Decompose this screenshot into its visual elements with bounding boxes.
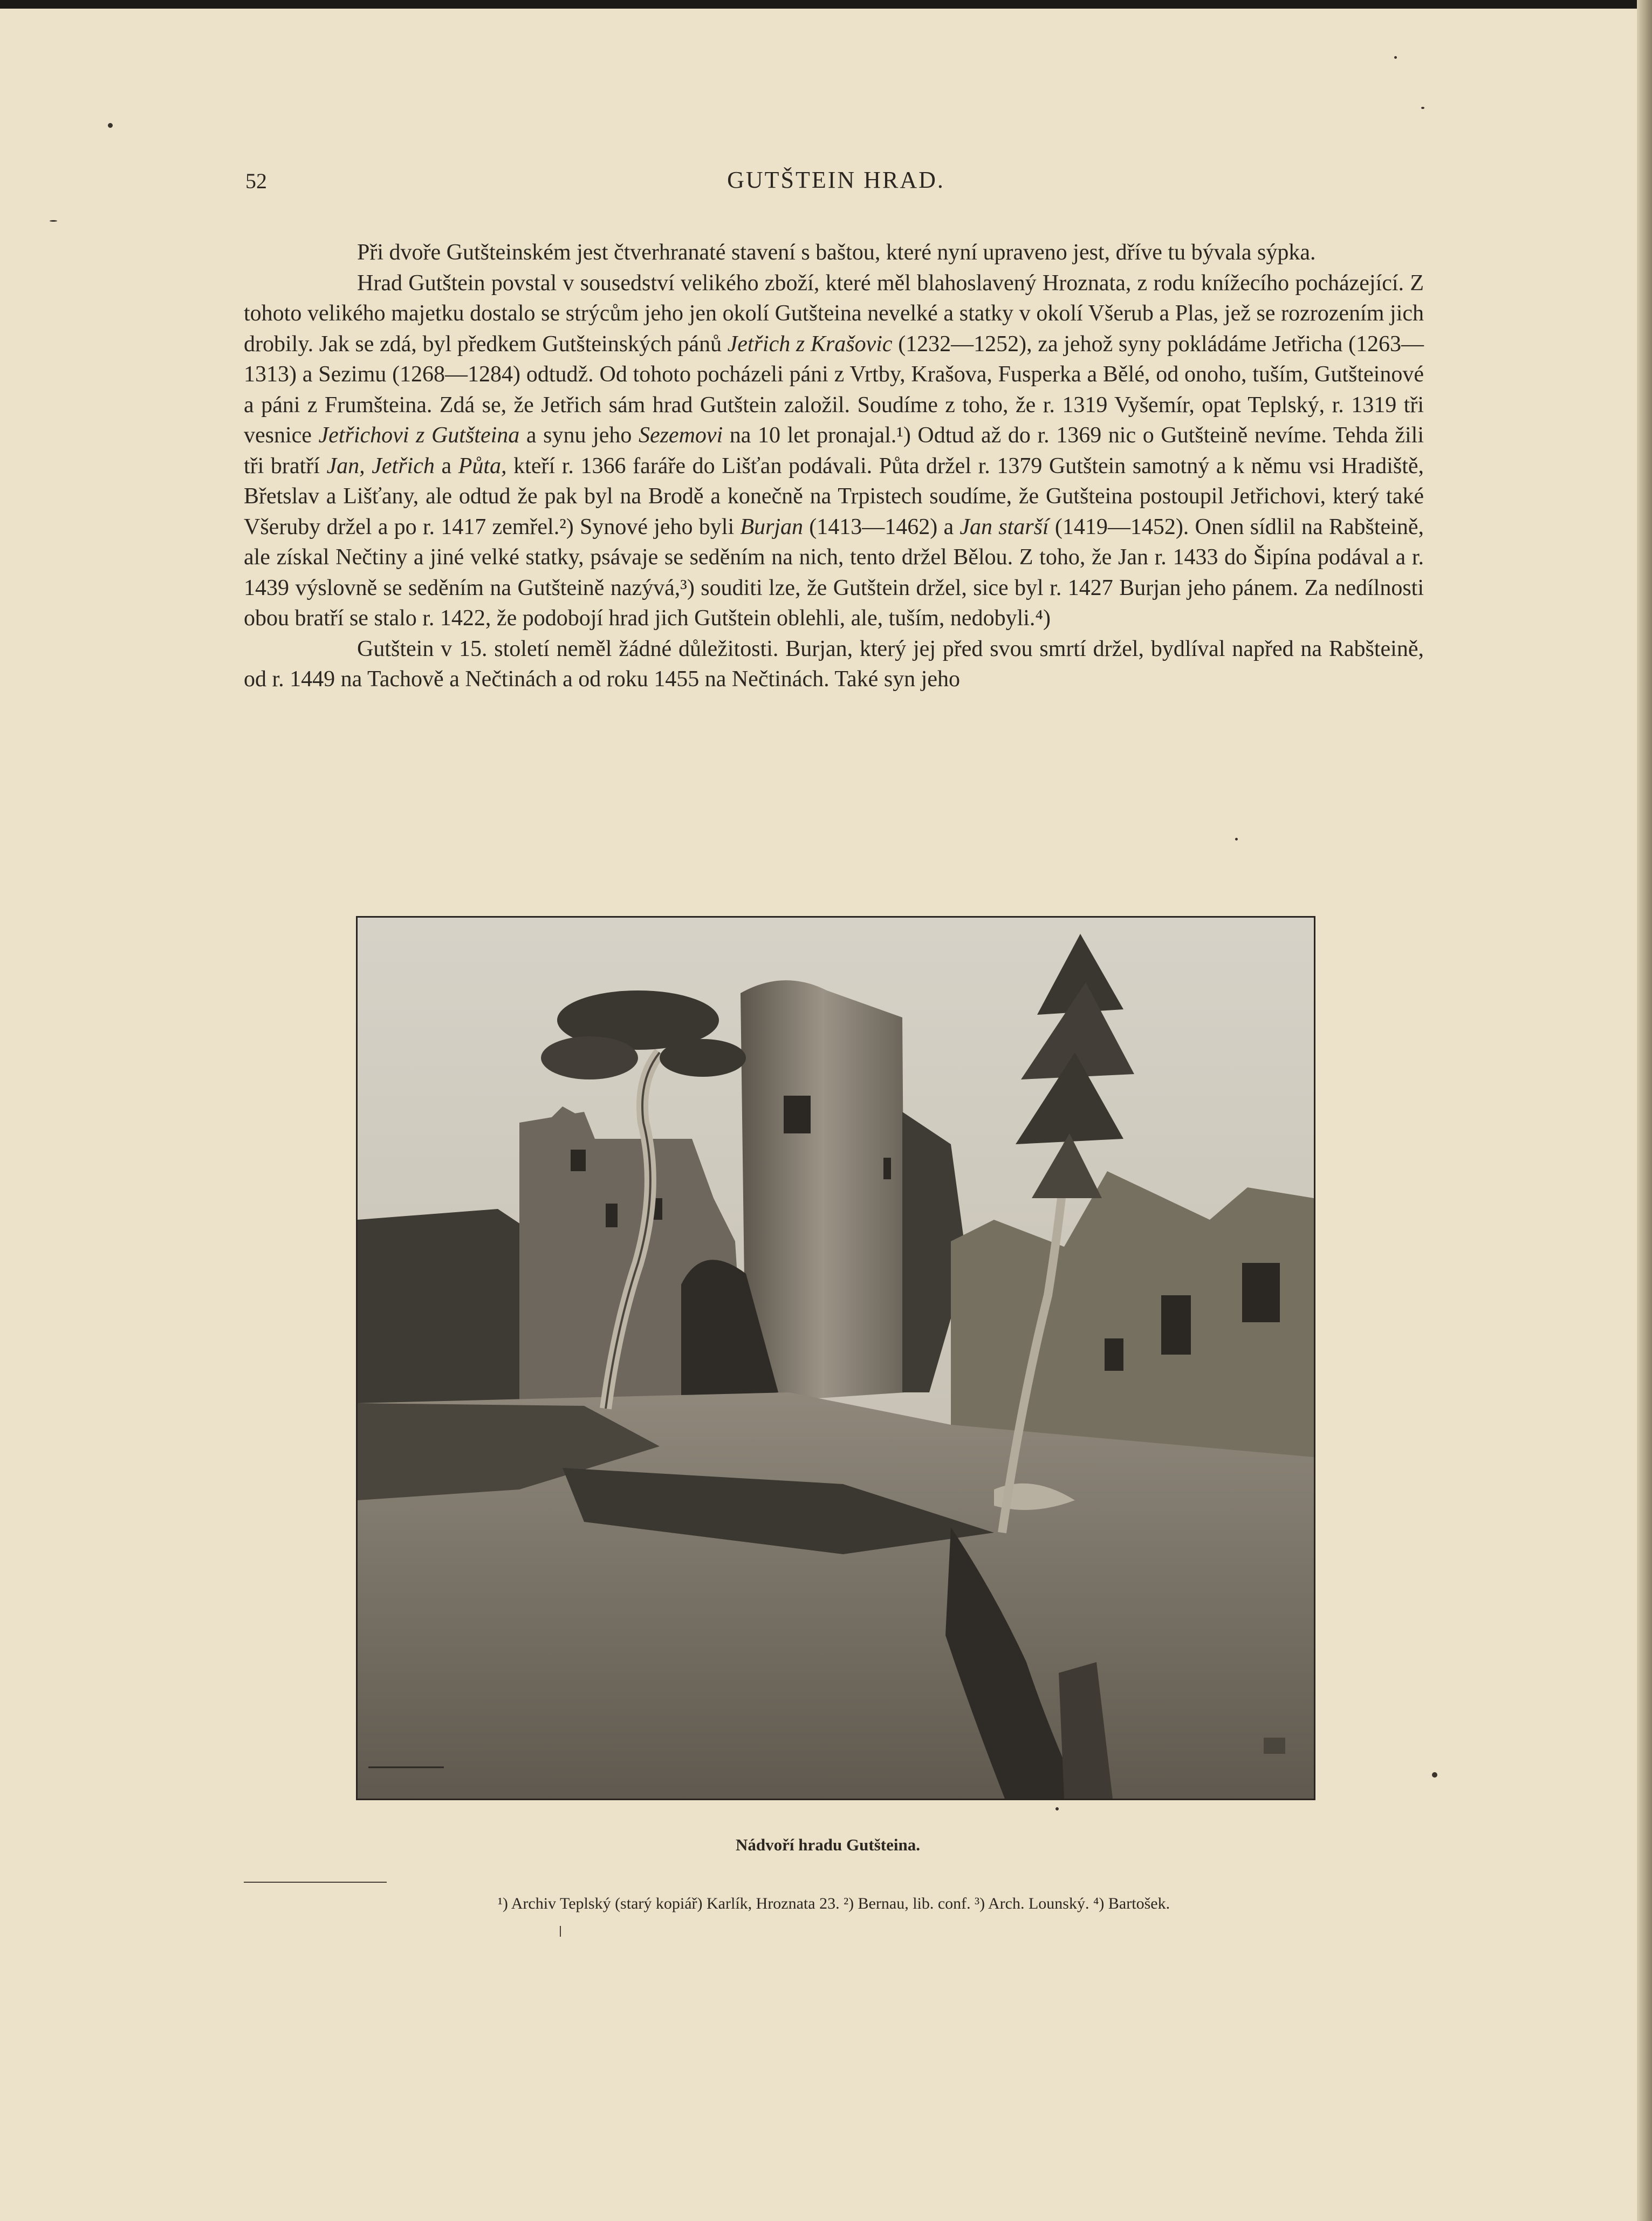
italic-name: Jan, Jetřich [326,453,435,479]
dust-speck [1055,1807,1059,1810]
running-title: GUTŠTEIN HRAD. [727,167,945,193]
dust-speck [108,123,113,128]
dust-speck [1421,107,1424,109]
italic-name: Jetřich z Krašovic [727,331,893,357]
text-run: kteří r. 1366 faráře do Lišťan podávali. Půta držel r. 1379 Gutštein samotný a k němu vsi Hradiště, Břetslav a Lišťany, ale odtud že pak byl na Brodě a konečně na Trpistech soudíme, že Gutšteina postoupil Jetřichovi, který také Všeruby držel a po r. 1417 zemřel.²) Synové jeho byli [244,453,1424,539]
italic-name: Sezemovi [638,423,723,448]
text-run: Při dvoře Gutšteinském jest čtverhranaté stavení s baštou, které nyní upraveno jest, dříve tu bývala sýpka. [357,240,1316,265]
paragraph [244,237,1424,268]
figure-caption: Nádvoří hradu Gutšteina. [736,1835,920,1854]
italic-name: Jan starší [959,514,1049,539]
dust-speck [1394,56,1397,59]
footnotes: ¹) Archiv Teplský (starý kopiář) Karlík, Hroznata 23. ²) Bernau, lib. conf. ³) Arch. Lounský. ⁴) Bartošek. [497,1895,1170,1912]
scan-border-top [0,0,1652,9]
dust-speck [1235,838,1238,840]
text-run: (1232—1252), za jehož syny pokládáme Jetřicha (1263—1313) a Sezimu (1268—1284) odtudž. Od tohoto pocházeli páni z Vrtby, Krašova, Fusperka a Bělé, od onoho, tuším, Gutšteinové a páni z Frumšteina. Zdá se, že Jetřich sám hrad Gutštein založil. Soudíme z toho, že r. 1319 Vyšemír, opat Teplský, r. 1319 tři vesnice [244,331,1424,448]
paragraph [244,268,1424,634]
page-number: 52 [245,169,267,193]
text-run: (1419—1452). Onen sídlil na Rabšteině, ale získal Nečtiny a jiné velké statky, psávaje se seděním na nich, tento držel Bělou. Z toho, že Jan r. 1433 do Šipína podával a r. 1439 výslovně se seděním na Gutšteině nazývá,³) souditi lze, že Gutštein držel, sice byl r. 1427 Burjan jeho pánem. Za nedílnosti obou bratří se stalo r. 1422, že podobojí hrad jich Gutštein oblehli, ale, tuším, nedobyli.⁴) [244,514,1424,631]
paragraph [244,634,1424,695]
text-run: na 10 let pronajal.¹) Odtud až do r. 1369 nic o Gutšteině nevíme. Tehda žili tři bratří [244,423,1424,479]
text-run: Gutštein v 15. století neměl žádné důležitosti. Burjan, který jej před svou smrtí držel, bydlíval napřed na Rabšteině, od r. 1449 na Tachově a Nečtinách a od roku 1455 na Nečtinách. Také syn jeho [244,636,1424,692]
footnote-divider [244,1882,387,1883]
scan-border-right [1637,0,1652,2221]
text-run: (1413—1462) a [803,514,960,539]
italic-name: Burjan [740,514,804,539]
italic-name: Jetřichovi z Gutšteina [318,423,520,448]
ink-mark [560,1926,561,1937]
text-run: a synu jeho [519,423,639,448]
text-run: Hrad Gutštein povstal v sousedství velikého zboží, které měl blahoslavený Hroznata, z rodu knížecího pocházející. Z tohoto velikého majetku dostalo se strýcům jeho jen okolí Gutšteina nevelké a statky v okolí Všerub a Plas, jež se rozrozením jich drobily. Jak se zdá, byl předkem Gutšteinských pánů [244,270,1424,357]
italic-name: Půta, [458,453,507,479]
dust-speck [50,220,57,222]
text-run: a [434,453,458,479]
dust-speck [1432,1772,1437,1778]
body-text [244,237,1424,695]
castle-courtyard-illustration [356,916,1315,1800]
